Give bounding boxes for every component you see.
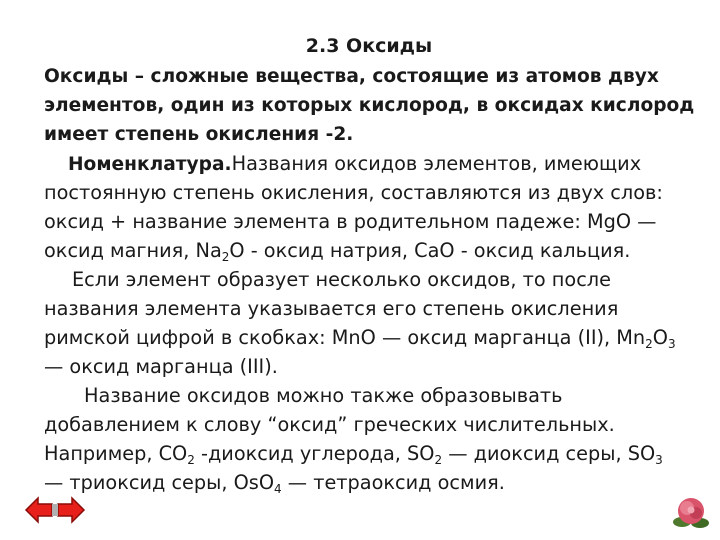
subscript: 3 bbox=[655, 453, 663, 467]
variable-valence-line-1: Если элемент образует несколько оксидов, то после bbox=[72, 268, 611, 291]
nomenclature-heading: Номенклатура. bbox=[68, 154, 232, 175]
text-part: — диоксид серы, SO bbox=[442, 442, 656, 465]
navigation-arrows bbox=[24, 494, 86, 526]
arrow-left-icon[interactable] bbox=[26, 498, 55, 522]
text-part: римской цифрой в скобках: MnO — оксид марганца (II), Mn bbox=[44, 326, 646, 349]
text-part: O - оксид натрия, CaO - оксид кальция. bbox=[229, 239, 631, 262]
subscript: 3 bbox=[667, 337, 676, 351]
rose-icon bbox=[672, 494, 710, 530]
arrow-right-icon[interactable] bbox=[55, 498, 84, 522]
definition-line-2: элементов, один из которых кислород, в оксидах кислород bbox=[44, 95, 695, 116]
variable-valence-line-4: — оксид марганца (III). bbox=[44, 355, 278, 378]
greek-numerals-line-2: добавлением к слову “оксид” греческих числительных. bbox=[44, 413, 615, 436]
text-part: -диоксид углерода, SO bbox=[194, 442, 435, 465]
greek-numerals-line-3 bbox=[44, 439, 704, 468]
variable-valence-line-3 bbox=[44, 323, 704, 352]
subscript: 2 bbox=[221, 250, 230, 264]
text-part: Например, CO bbox=[44, 442, 188, 465]
greek-numerals-line-1: Название оксидов можно также образовывать bbox=[84, 384, 563, 407]
definition-line-3: имеет степень окисления -2. bbox=[44, 124, 354, 145]
nomenclature-line-4 bbox=[44, 236, 704, 265]
slide-body bbox=[44, 62, 704, 497]
text-part: оксид магния, Na bbox=[44, 239, 222, 262]
subscript: 2 bbox=[187, 453, 195, 467]
nomenclature-line-1-text: Названия оксидов элементов, имеющих bbox=[231, 152, 642, 175]
text-part: — триоксид серы, OsO bbox=[44, 471, 275, 494]
variable-valence-line-2: названия элемента указывается его степень окисления bbox=[44, 297, 619, 320]
greek-numerals-line-4 bbox=[44, 468, 704, 497]
nomenclature-line-1 bbox=[44, 149, 704, 178]
text-part: O bbox=[652, 326, 668, 349]
subscript: 2 bbox=[434, 453, 443, 467]
definition-line-1: Оксиды – сложные вещества, состоящие из атомов двух bbox=[44, 66, 659, 87]
page-title: 2.3 Оксиды bbox=[305, 35, 433, 57]
nomenclature-line-3: оксид + название элемента в родительном падеже: MgO — bbox=[44, 210, 657, 233]
text-part: — тетраоксид осмия. bbox=[281, 471, 505, 494]
subscript: 4 bbox=[274, 482, 282, 496]
subscript: 2 bbox=[645, 337, 653, 351]
nomenclature-line-2: постоянную степень окисления, составляются из двух слов: bbox=[44, 181, 663, 204]
